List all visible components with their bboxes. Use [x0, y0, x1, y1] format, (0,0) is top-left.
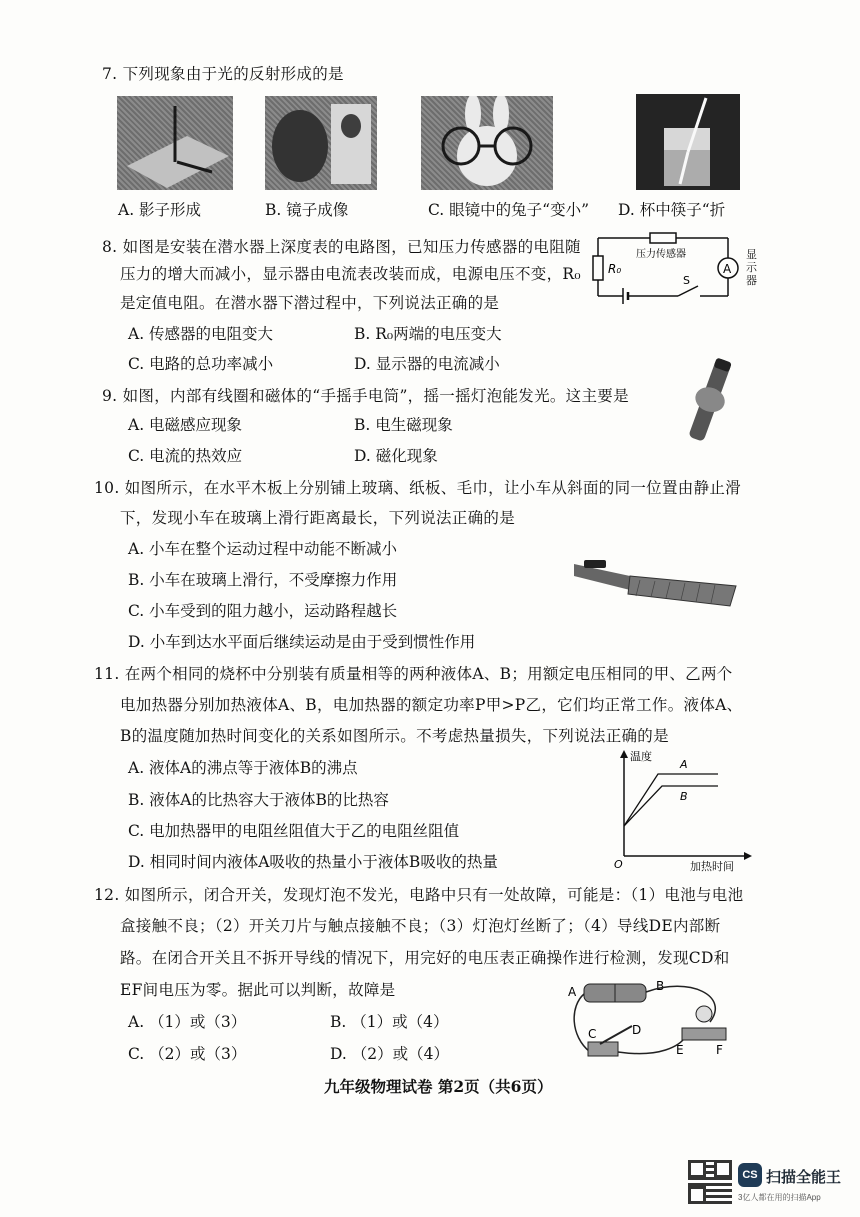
hand-crank-flashlight-image — [688, 352, 734, 452]
q8-option-a: A. 传感器的电阻变大 — [128, 325, 274, 343]
terminal-f-label: F — [716, 1043, 723, 1057]
graph-y-label: 温度 — [630, 750, 652, 763]
mirror-photo — [265, 96, 377, 190]
q8-stem-line-3: 是定值电阻。在潜水器下潜过程中，下列说法正确的是 — [120, 294, 500, 312]
terminal-d-label: D — [632, 1023, 642, 1037]
scanner-app-subtitle: 3亿人都在用的扫描App — [738, 1193, 821, 1202]
q8-circuit-diagram — [588, 224, 768, 314]
terminal-b-label: B — [656, 979, 665, 993]
graph-origin-label: O — [614, 858, 623, 871]
q10-stem-line-2: 下，发现小车在玻璃上滑行距离最长，下列说法正确的是 — [120, 509, 516, 527]
q8-stem-line-2: 压力的增大而减小，显示器由电流表改装而成，电源电压不变，R₀ — [120, 265, 581, 283]
q8-option-c: C. 电路的总功率减小 — [128, 355, 274, 373]
graph-x-label: 加热时间 — [690, 860, 734, 873]
q11-stem-line-2: 电加热器分别加热液体A、B，电加热器的额定功率P甲>P乙，它们均正常工作。液体A、 — [120, 696, 743, 714]
q9-stem: 9. 如图，内部有线圈和磁体的“手摇手电筒”，摇一摇灯泡能发光。这主要是 — [102, 387, 629, 405]
cs-logo-icon: CS — [738, 1163, 762, 1187]
q7-stem: 7. 下列现象由于光的反射形成的是 — [102, 65, 344, 83]
q12-stem-line-2: 盒接触不良；（2）开关刀片与触点接触不良；（3）灯泡灯丝断了；（4）导线DE内部断 — [120, 917, 721, 935]
temperature-time-graph — [608, 746, 758, 876]
q12-option-c: C. （2）或（3） — [128, 1045, 247, 1063]
q10-option-a: A. 小车在整个运动过程中动能不断减小 — [128, 540, 398, 558]
q10-stem-line-1: 10. 如图所示，在水平木板上分别铺上玻璃、纸板、毛巾，让小车从斜面的同一位置由静止滑 — [94, 479, 741, 497]
graph-line-b-label: B — [680, 790, 688, 803]
page-footer: 九年级物理试卷 第2页（共6页） — [324, 1077, 553, 1096]
qr-code-icon — [688, 1160, 732, 1204]
q12-option-b: B. （1）或（4） — [330, 1013, 449, 1031]
glasses-rabbit-photo — [421, 96, 553, 190]
q7-option-d: D. 杯中筷子“折 — [618, 201, 726, 219]
q7-option-b: B. 镜子成像 — [265, 201, 349, 219]
r0-label: R₀ — [608, 262, 622, 276]
q11-option-c: C. 电加热器甲的电阻丝阻值大于乙的电阻丝阻值 — [128, 822, 460, 840]
scanner-app-title: 扫描全能王 — [766, 1169, 842, 1186]
q11-option-a: A. 液体A的沸点等于液体B的沸点 — [128, 759, 358, 777]
q8-option-d: D. 显示器的电流减小 — [354, 355, 500, 373]
q12-option-a: A. （1）或（3） — [128, 1013, 247, 1031]
chopsticks-cup-photo — [636, 94, 740, 190]
q9-option-d: D. 磁化现象 — [354, 447, 438, 465]
q12-circuit-image — [560, 976, 750, 1070]
q9-option-c: C. 电流的热效应 — [128, 447, 243, 465]
display-label: 显示器 — [746, 248, 757, 287]
q11-stem-line-3: B的温度随加热时间变化的关系如图所示。不考虑热量损失，下列说法正确的是 — [120, 727, 669, 745]
terminal-c-label: C — [588, 1027, 597, 1041]
q9-option-b: B. 电生磁现象 — [354, 416, 453, 434]
q8-stem-line-1: 8. 如图是安装在潜水器上深度表的电路图，已知压力传感器的电阻随 — [102, 238, 581, 256]
switch-label: S — [683, 274, 690, 287]
shadow-photo — [117, 96, 233, 190]
q11-option-d: D. 相同时间内液体A吸收的热量小于液体B吸收的热量 — [128, 853, 498, 871]
q9-option-a: A. 电磁感应现象 — [128, 416, 243, 434]
q11-stem-line-1: 11. 在两个相同的烧杯中分别装有质量相等的两种液体A、B；用额定电压相同的甲、乙两个 — [94, 665, 733, 683]
q8-option-b: B. R₀两端的电压变大 — [354, 325, 502, 343]
terminal-e-label: E — [676, 1043, 684, 1057]
q7-option-a: A. 影子形成 — [118, 201, 202, 219]
q12-stem-line-4: EF间电压为零。据此可以判断，故障是 — [120, 981, 396, 999]
q12-stem-line-1: 12. 如图所示，闭合开关，发现灯泡不发光，电路中只有一处故障，可能是：（1）电池与电池 — [94, 886, 744, 904]
q12-option-d: D. （2）或（4） — [330, 1045, 449, 1063]
q10-option-c: C. 小车受到的阻力越小，运动路程越长 — [128, 602, 398, 620]
q11-option-b: B. 液体A的比热容大于液体B的比热容 — [128, 791, 389, 809]
q7-option-c: C. 眼镜中的兔子“变小” — [428, 201, 590, 219]
terminal-a-label: A — [568, 985, 577, 999]
incline-board-image — [570, 546, 738, 616]
q10-option-b: B. 小车在玻璃上滑行，不受摩擦力作用 — [128, 571, 398, 589]
graph-line-a-label: A — [680, 758, 688, 771]
ammeter-symbol: A — [723, 262, 732, 276]
sensor-label: 压力传感器 — [636, 249, 686, 260]
q12-stem-line-3: 路。在闭合开关且不拆开导线的情况下，用完好的电压表正确操作进行检测，发现CD和 — [120, 949, 730, 967]
q10-option-d: D. 小车到达水平面后继续运动是由于受到惯性作用 — [128, 633, 476, 651]
